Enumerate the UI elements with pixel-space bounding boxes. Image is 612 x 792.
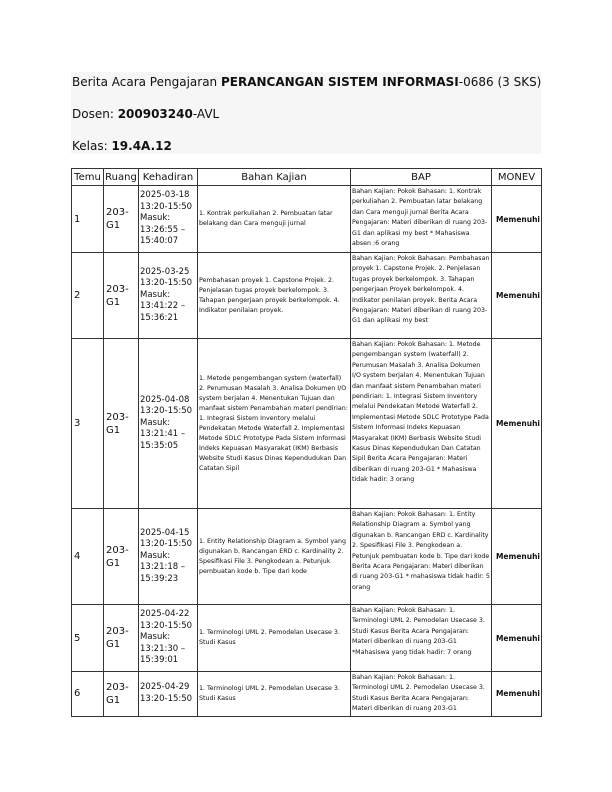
cell-kehadiran: 2025-04-15 13:20-15:50 Masuk: 13:21:18 – 15:39:23	[139, 509, 198, 605]
class-code: 19.4A.12	[111, 139, 172, 153]
col-header-bahan-kajian: Bahan Kajian	[198, 169, 351, 186]
cell-bap: Bahan Kajian: Pokok Bahasan: 1. Terminologi UML 2. Pemodelan Usecase 3. Studi Kasus Berita Acara Pengajaran: Materi diberikan di ruang 203-G1	[351, 672, 492, 717]
table-row	[72, 672, 542, 717]
cell-bahan-kajian: Pembahasan proyek 1. Capstone Projek. 2. Penjelasan tugas proyek berkelompok. 3. Tahapan pengerjaan proyek berkelompok. 4. Indikator penilaian proyek.	[198, 253, 351, 339]
cell-ruang: 203-G1	[104, 672, 139, 717]
table-row	[72, 605, 542, 672]
cell-temu: 4	[72, 509, 104, 605]
cell-bap: Bahan Kajian: Pokok Bahasan: Pembahasan proyek 1. Capstone Projek. 2. Penjelasan tugas proyek berkelompok. 3. Tahapan pengerjaan Proyek berkelompok. 4. Indikator penilaian proyek. Berita Acara Pengajaran: Materi diberikan di ruang 203-G1 dan aplikasi my best	[351, 253, 492, 339]
cell-bahan-kajian: 1. Terminologi UML 2. Pemodelan Usecase 3. Studi Kasus	[198, 672, 351, 717]
table-row	[72, 186, 542, 253]
cell-kehadiran: 2025-04-22 13:20-15:50 Masuk: 13:21:30 – 15:39:01	[139, 605, 198, 672]
teaching-log-table	[71, 168, 542, 717]
cell-ruang: 203-G1	[104, 509, 139, 605]
cell-bap: Bahan Kajian: Pokok Bahasan: 1. Kontrak perkuliahan 2. Pembuatan latar belakang dan Cara menguji jurnal Berita Acara Pengajaran: Materi diberikan di ruang 203-G1 dan aplikasi my best * Mahasiswa absen :6 orang	[351, 186, 492, 253]
report-title: Berita Acara Pengajaran PERANCANGAN SISTEM INFORMASI-0686 (3 SKS)	[72, 75, 542, 89]
cell-monev: Memenuhi	[492, 672, 542, 717]
cell-monev: Memenuhi	[492, 605, 542, 672]
cell-bahan-kajian: 1. Entity Relationship Diagram a. Symbol yang digunakan b. Rancangan ERD c. Kardinality 2. Spesifikasi File 3. Pengkodean a. Petunjuk pembuatan kode b. Tipe dari kode	[198, 509, 351, 605]
cell-monev: Memenuhi	[492, 509, 542, 605]
cell-ruang: 203-G1	[104, 186, 139, 253]
table-header-row	[72, 169, 542, 186]
col-header-bap: BAP	[351, 169, 492, 186]
cell-ruang: 203-G1	[104, 253, 139, 339]
cell-bap: Bahan Kajian: Pokok Bahasan: 1. Entity Relationship Diagram a. Symbol yang digunakan b. Rancangan ERD c. Kardinality 2. Spesifikasi File 3. Pengkodean a. Petunjuk pembuatan kode b. Tipe dari kode Berita Acara Pengajaran: Materi diberikan di ruang 203-G1 * mahasiswa tidak hadir: 5 orang	[351, 509, 492, 605]
cell-temu: 5	[72, 605, 104, 672]
cell-kehadiran: 2025-03-25 13:20-15:50 Masuk: 13:41:22 – 15:36:21	[139, 253, 198, 339]
cell-ruang: 203-G1	[104, 339, 139, 509]
class-line: Kelas: 19.4A.12	[72, 139, 172, 153]
cell-kehadiran: 2025-04-29 13:20-15:50	[139, 672, 198, 717]
cell-bahan-kajian: 1. Metode pengembangan system (waterfall) 2. Perumusan Masalah 3. Analisa Dokumen I/O system berjalan 4. Menentukan Tujuan dan manfaat sistem Penambahan materi pendirian: 1. Integrasi Sistem Inventory melalui Pendekatan Metode Waterfall 2. Implementasi Metode SDLC Prototype Pada Sistem Informasi Indeks Kepuasan Masyarakat (IKM) Berbasis Website Studi Kasus Dinas Kependudukan Dan Catatan Sipil	[198, 339, 351, 509]
table-row	[72, 253, 542, 339]
cell-bahan-kajian: 1. Kontrak perkuliahan 2. Pembuatan latar belakang dan Cara menguji jurnal	[198, 186, 351, 253]
cell-bahan-kajian: 1. Terminologi UML 2. Pemodelan Usecase 3. Studi Kasus	[198, 605, 351, 672]
cell-monev: Memenuhi	[492, 339, 542, 509]
cell-bap: Bahan Kajian: Pokok Bahasan: 1. Metode pengembangan system (waterfall) 2. Perumusan Masalah 3. Analisa Dokumen I/O system berjalan 4. Menentukan Tujuan dan manfaat sistem Penambahan materi pendirian: 1. Integrasi Sistem Inventory melalui Pendekatan Metode Waterfall 2. Implementasi Metode SDLC Prototype Pada Sistem Informasi Indeks Kepuasan Masyarakat (IKM) Berbasis Website Studi Kasus Dinas Kependudukan Dan Catatan Sipil Berita Acara Pengajaran: Materi diberikan di ruang 203-G1 * Mahasiswa tidak hadir: 3 orang	[351, 339, 492, 509]
cell-temu: 3	[72, 339, 104, 509]
table-row	[72, 339, 542, 509]
cell-monev: Memenuhi	[492, 253, 542, 339]
cell-kehadiran: 2025-03-18 13:20-15:50 Masuk: 13:26:55 – 15:40:07	[139, 186, 198, 253]
cell-temu: 1	[72, 186, 104, 253]
cell-temu: 2	[72, 253, 104, 339]
cell-temu: 6	[72, 672, 104, 717]
cell-kehadiran: 2025-04-08 13:20-15:50 Masuk: 13:21:41 – 15:35:05	[139, 339, 198, 509]
col-header-kehadiran: Kehadiran	[139, 169, 198, 186]
lecturer-id: 200903240	[117, 107, 193, 121]
document-header	[71, 72, 541, 154]
table-row	[72, 509, 542, 605]
col-header-temu: Temu	[72, 169, 104, 186]
cell-monev: Memenuhi	[492, 186, 542, 253]
col-header-monev: MONEV	[492, 169, 542, 186]
course-name: PERANCANGAN SISTEM INFORMASI	[220, 75, 459, 89]
cell-ruang: 203-G1	[104, 605, 139, 672]
cell-bap: Bahan Kajian: Pokok Bahasan: 1. Terminologi UML 2. Pemodelan Usecase 3. Studi Kasus Berita Acara Pengajaran: Materi diberikan di ruang 203-G1 *Mahasiswa yang tidak hadir: 7 orang	[351, 605, 492, 672]
lecturer-line: Dosen: 200903240-AVL	[72, 107, 220, 121]
col-header-ruang: Ruang	[104, 169, 139, 186]
